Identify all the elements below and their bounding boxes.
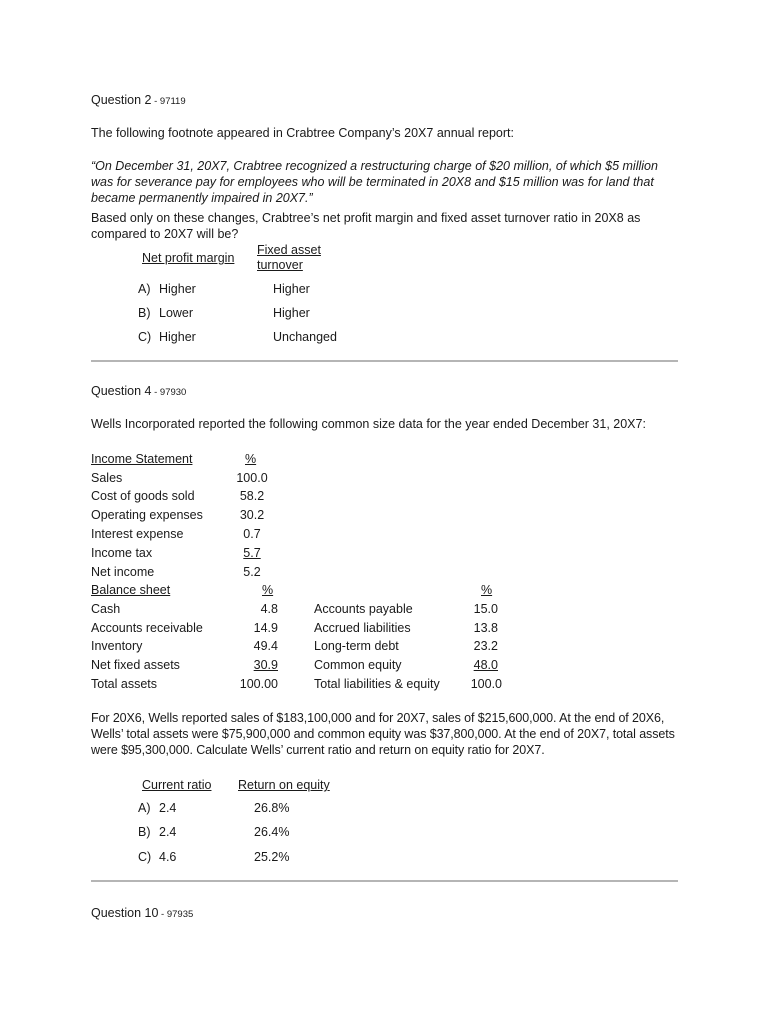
q4-option-b-col1: 2.4 — [159, 825, 177, 839]
income-row-label: Income tax — [91, 546, 153, 560]
liability-row-value: 48.0 — [473, 658, 498, 672]
asset-row-value: 49.4 — [253, 639, 278, 653]
income-row-value: 58.2 — [239, 489, 265, 503]
asset-row-value: 14.9 — [253, 621, 278, 635]
question-id: - 97119 — [151, 96, 186, 107]
question-4-paragraph: For 20X6, Wells reported sales of $183,100,000 and for 20X7, sales of $215,600,000. At the end of 20X6, Wells’ total assets were $75,900,000 and common equity was $37,800,000. At the end of 20X7, total assets were $95,300,000. Calculate Wells’ current ratio and return on equity ratio for 20X7. — [91, 711, 675, 757]
section-divider — [91, 360, 678, 362]
asset-row-label: Total assets — [91, 677, 158, 691]
q2-option-c-col2: Unchanged — [273, 330, 337, 344]
asset-row-label: Cash — [91, 602, 121, 616]
q2-col2-header-line2: turnover — [257, 258, 303, 272]
question-4-intro: Wells Incorporated reported the following common size data for the year ended December 31, 20X7: — [91, 417, 646, 431]
liability-row-value: 100.0 — [470, 677, 502, 691]
assets-pct-header: % — [262, 583, 274, 597]
liability-row-label: Long-term debt — [314, 639, 399, 653]
income-row-value: 0.7 — [243, 527, 261, 541]
question-2-intro: The following footnote appeared in Crabtree Company’s 20X7 annual report: — [91, 126, 514, 140]
q4-option-b-col2: 26.4% — [254, 825, 290, 839]
liability-row-value: 13.8 — [473, 621, 498, 635]
q2-option-b-col1: Lower — [159, 306, 194, 320]
q4-option-c-col2: 25.2% — [254, 850, 290, 864]
question-4-heading — [91, 384, 186, 398]
q4-option-a-col1: 2.4 — [159, 801, 177, 815]
income-row-value: 5.7 — [243, 546, 261, 560]
income-row-label: Net income — [91, 565, 155, 579]
q4-option-b-letter[interactable]: B) — [138, 825, 151, 839]
asset-row-value: 100.00 — [239, 677, 278, 691]
q2-option-c-letter[interactable]: C) — [138, 330, 152, 344]
income-pct-header: % — [245, 452, 257, 466]
question-2-quote: “On December 31, 20X7, Crabtree recognized a restructuring charge of $20 million, of which $5 million was for severance pay for employees who will be terminated in 20X8 and $15 million was for land that became permanently impaired in 20X7.” — [91, 159, 658, 205]
income-row-value: 30.2 — [239, 508, 265, 522]
liability-row-label: Accounts payable — [314, 602, 413, 616]
liability-row-value: 23.2 — [473, 639, 498, 653]
question-10-heading — [91, 906, 193, 920]
income-row-label: Operating expenses — [91, 508, 203, 522]
q2-col1-header: Net profit margin — [142, 251, 235, 265]
q4-option-c-col1: 4.6 — [159, 850, 177, 864]
question-2-prompt: Based only on these changes, Crabtree’s net profit margin and fixed asset turnover ratio in 20X8 as compared to 20X7 will be? — [91, 211, 641, 241]
q2-option-b-letter[interactable]: B) — [138, 306, 151, 320]
asset-row-value: 4.8 — [260, 602, 278, 616]
asset-row-label: Accounts receivable — [91, 621, 203, 635]
income-row-value: 100.0 — [236, 471, 268, 485]
q2-option-a-letter[interactable]: A) — [138, 282, 151, 296]
income-row-label: Sales — [91, 471, 123, 485]
q2-option-a-col1: Higher — [159, 282, 196, 296]
q4-option-a-col2: 26.8% — [254, 801, 290, 815]
section-divider — [91, 880, 678, 882]
q2-option-b-col2: Higher — [273, 306, 310, 320]
q4-col2-header: Return on equity — [238, 778, 330, 792]
income-row-label: Cost of goods sold — [91, 489, 195, 503]
asset-row-label: Inventory — [91, 639, 143, 653]
asset-row-label: Net fixed assets — [91, 658, 180, 672]
q4-option-c-letter[interactable]: C) — [138, 850, 152, 864]
income-row-label: Interest expense — [91, 527, 184, 541]
liability-row-label: Common equity — [314, 658, 402, 672]
q2-option-c-col1: Higher — [159, 330, 196, 344]
question-id: - 97935 — [158, 909, 194, 920]
question-label: Question 10 — [91, 906, 159, 920]
balance-sheet-header: Balance sheet — [91, 583, 171, 597]
q2-col2-header-line1: Fixed asset — [257, 243, 321, 257]
q4-col1-header: Current ratio — [142, 778, 212, 792]
liability-row-value: 15.0 — [473, 602, 498, 616]
income-statement-header: Income Statement — [91, 452, 193, 466]
question-2-heading — [91, 93, 186, 107]
asset-row-value: 30.9 — [253, 658, 278, 672]
income-row-value: 5.2 — [243, 565, 261, 579]
liability-row-label: Accrued liabilities — [314, 621, 411, 635]
question-label: Question 4 — [91, 384, 152, 398]
question-label: Question 2 — [91, 93, 152, 107]
liabilities-pct-header: % — [481, 583, 493, 597]
liability-row-label: Total liabilities & equity — [314, 677, 440, 691]
q2-option-a-col2: Higher — [273, 282, 310, 296]
question-id: - 97930 — [151, 387, 187, 398]
q4-option-a-letter[interactable]: A) — [138, 801, 151, 815]
